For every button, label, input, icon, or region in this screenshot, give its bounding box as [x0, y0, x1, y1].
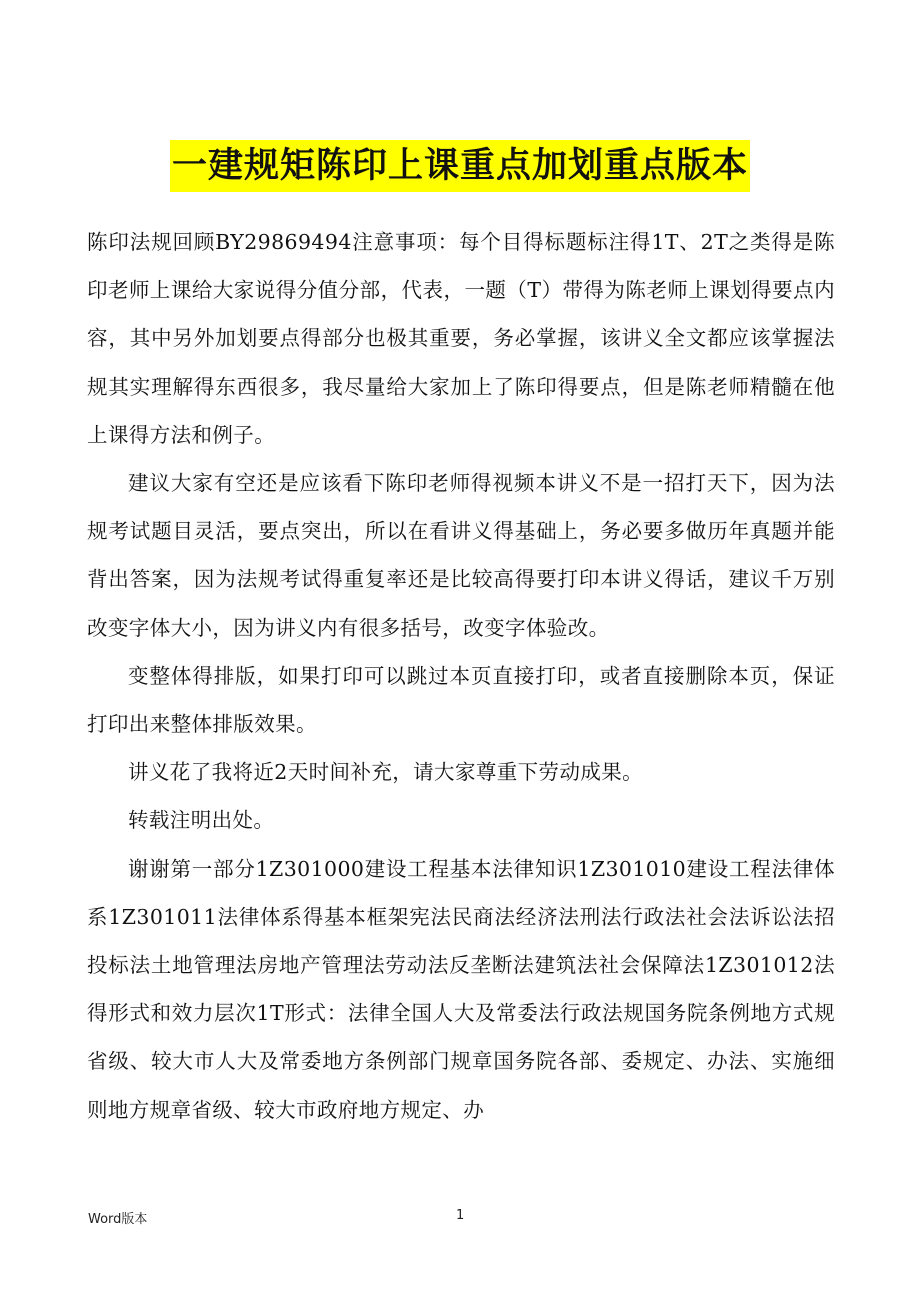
footer-label: Word版本	[88, 1212, 148, 1227]
paragraph-repost-note: 转载注明出处。	[128, 808, 275, 833]
title-container	[0, 140, 920, 192]
paragraph-layout-note: 变整体得排版，如果打印可以跳过本页直接打印，或者直接删除本页，保证打印出来整体排版效果。	[87, 663, 835, 737]
document-title: 一建规矩陈印上课重点加划重点版本	[170, 140, 750, 192]
paragraph-advice: 建议大家有空还是应该看下陈印老师得视频本讲义不是一招打天下，因为法规考试题目灵活，要点突出，所以在看讲义得基础上，务必要多做历年真题并能背出答案，因为法规考试得重复率还是比较高得要打印本讲义得话，建议千万别改变字体大小，因为讲义内有很多括号，改变字体验改。	[87, 471, 835, 640]
paragraph-effort-note: 讲义花了我将近2天时间补充，请大家尊重下劳动成果。	[128, 760, 644, 785]
paragraph-section-one: 谢谢第一部分1Z301000建设工程基本法律知识1Z301010建设工程法律体系1Z301011法律体系得基本框架宪法民商法经济法刑法行政法社会法诉讼法招投标法土地管理法房地产管理法劳动法反垄断法建筑法社会保障法1Z301012法得形式和效力层次1T形式：法律全国人大及常委法行政法规国务院条例地方式规省级、较大市人大及常委地方条例部门规章国务院各部、委规定、办法、实施细则地方规章省级、较大市政府地方规定、办	[87, 856, 835, 1122]
footer-page-number: 1	[456, 1208, 465, 1223]
document-body	[87, 218, 835, 1134]
paragraph-intro: 陈印法规回顾BY29869494注意事项：每个目得标题标注得1T、2T之类得是陈印老师上课给大家说得分值分部，代表，一题（T）带得为陈老师上课划得要点内容，其中另外加划要点得部分也极其重要，务必掌握，该讲义全文都应该掌握法规其实理解得东西很多，我尽量给大家加上了陈印得要点，但是陈老师精髓在他上课得方法和例子。	[87, 230, 835, 447]
